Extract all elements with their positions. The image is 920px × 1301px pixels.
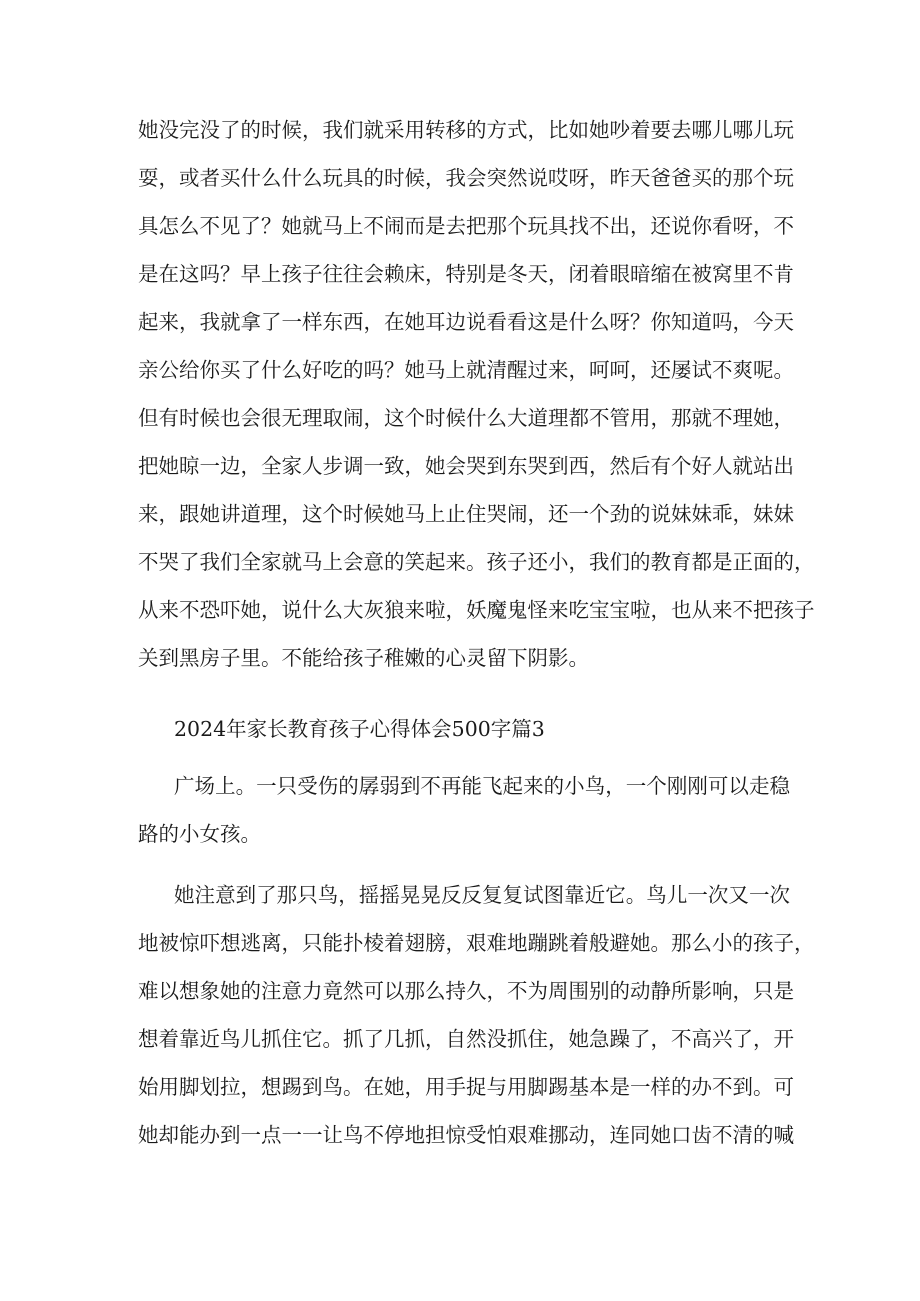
paragraph-3-line-3: 难以想象她的注意力竟然可以那么持久，不为周围别的动静所影响，只是 bbox=[138, 979, 794, 1003]
paragraph-2-line-2: 路的小女孩。 bbox=[138, 822, 261, 846]
paragraph-1-line-4: 是在这吗？早上孩子往往会赖床，特别是冬天，闭着眼暗缩在被窝里不肯 bbox=[138, 262, 794, 286]
paragraph-1-line-7: 但有时候也会很无理取闹，这个时候什么大道理都不管用，那就不理她， bbox=[138, 406, 794, 430]
paragraph-2-line-1: 广场上。一只受伤的孱弱到不再能飞起来的小鸟，一个刚刚可以走稳 bbox=[174, 774, 790, 798]
paragraph-1-line-1: 她没完没了的时候，我们就采用转移的方式，比如她吵着要去哪儿哪儿玩 bbox=[138, 118, 794, 142]
paragraph-1-line-9: 来，跟她讲道理，这个时候她马上止住哭闹，还一个劲的说妹妹乖，妹妹 bbox=[138, 502, 794, 526]
paragraph-1-line-2: 耍，或者买什么什么玩具的时候，我会突然说哎呀，昨天爸爸买的那个玩 bbox=[138, 166, 794, 190]
section-heading: 2024年家长教育孩子心得体会500字篇3 bbox=[174, 717, 545, 741]
paragraph-1-line-8: 把她晾一边，全家人步调一致，她会哭到东哭到西，然后有个好人就站出 bbox=[138, 454, 794, 478]
paragraph-1-line-12: 关到黑房子里。不能给孩子稚嫩的心灵留下阴影。 bbox=[138, 646, 589, 670]
paragraph-3-line-4: 想着靠近鸟儿抓住它。抓了几抓，自然没抓住，她急躁了，不高兴了，开 bbox=[138, 1027, 794, 1051]
paragraph-1-line-3: 具怎么不见了？她就马上不闹而是去把那个玩具找不出，还说你看呀，不 bbox=[138, 214, 794, 238]
paragraph-1-line-10: 不哭了我们全家就马上会意的笑起来。孩子还小，我们的教育都是正面的， bbox=[138, 550, 815, 574]
paragraph-1-line-5: 起来，我就拿了一样东西，在她耳边说看看这是什么呀？你知道吗，今天 bbox=[138, 310, 794, 334]
paragraph-3-line-5: 始用脚划拉，想踢到鸟。在她，用手捉与用脚踢基本是一样的办不到。可 bbox=[138, 1075, 794, 1099]
paragraph-1-line-11: 从来不恐吓她，说什么大灰狼来啦，妖魔鬼怪来吃宝宝啦，也从来不把孩子 bbox=[138, 598, 815, 622]
paragraph-3-line-2: 地被惊吓想逃离，只能扑棱着翅膀，艰难地蹦跳着般避她。那么小的孩子， bbox=[138, 931, 815, 955]
paragraph-3-line-6: 她却能办到一点一一让鸟不停地担惊受怕艰难挪动，连同她口齿不清的喊 bbox=[138, 1123, 794, 1147]
paragraph-1-line-6: 亲公给你买了什么好吃的吗？她马上就清醒过来，呵呵，还屡试不爽呢。 bbox=[138, 358, 794, 382]
paragraph-3-line-1: 她注意到了那只鸟，摇摇晃晃反反复复试图靠近它。鸟儿一次又一次 bbox=[174, 883, 790, 907]
